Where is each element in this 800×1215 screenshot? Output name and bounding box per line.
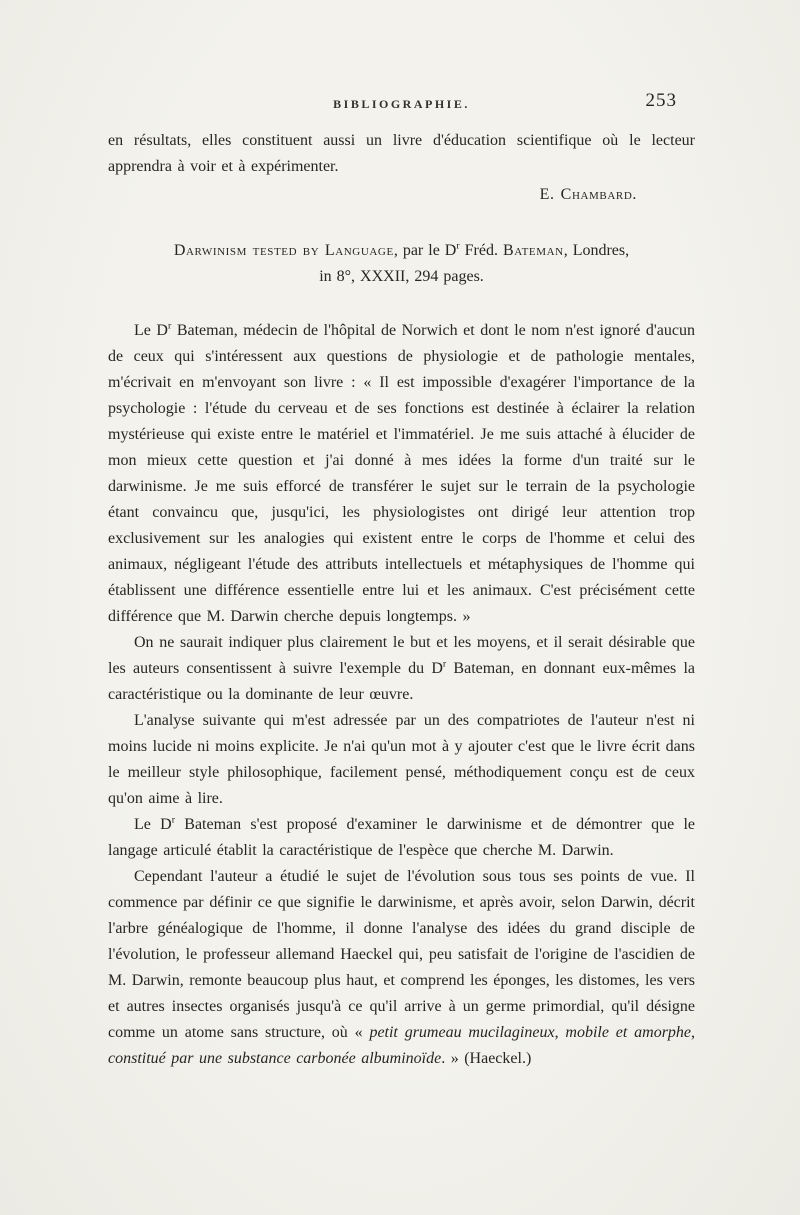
intro-continuation-paragraph: en résultats, elles constituent aussi un livre d'éducation scientifique où le lecteur apprendra à voir et à expérimenter. — [108, 132, 695, 175]
paragraph-thesis: Le $D^r$ Bateman s'est proposé d'examiner le darwinisme et de démontrer que le langage articulé établit la caractéristique de l'espèce que cherche M. Darwin. — [108, 814, 695, 859]
page-number: 253 — [645, 90, 677, 111]
paragraph-haeckel: Cependant l'auteur a étudié le sujet de l'évolution sous tous ses points de vue. Il commence par définir ce que signifie le darwinisme, et après avoir, selon Darwin, décrit l'arbre généalogique de l'homme, il donne l'analyse des idées du grand disciple de l'évolution, le professeur allemand Haeckel qui, peu satisfait de l'origine de l'ascidien de M. Darwin, remonte beaucoup plus haut, et comprend les éponges, les distomes, les vers et autres insectes organisés jusqu'à ce qu'il arrive à un germe primordial, qu'il désigne comme un atome sans structure, où « petit grumeau mucilagineux, mobile et amorphe, constitué par une substance carbonée albuminoïde. » (Haeckel.) — [108, 868, 696, 1067]
signature-line: E. Chambard. — [539, 186, 637, 203]
running-header-title: BIBLIOGRAPHIE. — [333, 97, 470, 111]
article-body — [108, 128, 695, 1072]
paragraph-analysis-intro: L'analyse suivante qui m'est adressée par un des compatriotes de l'auteur n'est ni moins lucide ni moins explicite. Je n'ai qu'un mot à y ajouter c'est que le livre écrit dans le meilleur style philosophique, facilement pensé, méthodiquement conçu est de ceux qu'on aime à lire. — [108, 712, 695, 807]
paragraph-commentary: On ne saurait indiquer plus clairement le but et les moyens, et il serait désirable que les auteurs consentissent à suivre l'exemple du $D^r$ Bateman, en donnant eux-mêmes la caractéristique ou la dominante de leur œuvre. — [108, 634, 696, 703]
paragraph-bateman-letter: Le $D^r$ Bateman, médecin de l'hôpital de Norwich et dont le nom n'est ignoré d'aucun de ceux qui s'intéressent aux questions de physiologie et de pathologie mentales, m'écrivait en m'envoyant son livre : « Il est impossible d'exagérer l'importance de la psychologie : l'étude du cerveau et de ses fonctions est destinée à éclairer la relation mystérieuse qui existe entre le matériel et l'immatériel. Je me suis attaché à élucider de mon mieux cette question et j'ai donné à mes idées la forme d'un traité sur le darwinisme. Je me suis efforcé de transférer le sujet sur le terrain de la psychologie étant convaincu que, jusqu'ici, les physiologistes ont dirigé leur attention trop exclusivement sur les analogies qui existent entre le corps de l'homme et celui des animaux, négligeant l'étude des attributs intellectuels et métaphysiques de l'homme qui établissent une différence essentielle entre lui et les animaux. C'est précisément cette différence que M. Darwin cherche depuis longtemps. » — [108, 320, 695, 625]
book-entry-heading: Darwinism tested by Language, par le $D^r$ Fréd. Bateman, Londres, in 8°, XXXII, 294 pages. — [173, 240, 630, 285]
running-header — [108, 92, 695, 116]
